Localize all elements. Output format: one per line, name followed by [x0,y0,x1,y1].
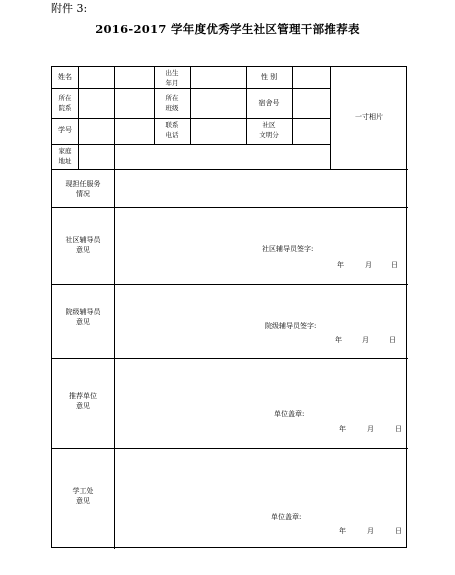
birth-label: 出生 年月 [165,69,179,87]
student-affairs-date-month: 月 [367,527,374,535]
counselor-date-day: 日 [391,261,398,269]
college-label: 所在 院系 [58,94,72,112]
unit-date-year: 年 [339,425,346,433]
name-label: 姓名 [58,73,72,81]
college-counselor-opinion-label: 院级辅导员 意见 [65,308,101,326]
student-affairs-opinion-label: 学工处 意见 [72,487,94,505]
form-title: 2016-2017 学年度优秀学生社区管理干部推荐表 [95,22,360,36]
college-counselor-signature-label: 院级辅导员签字: [265,322,317,330]
college-counselor-date-year: 年 [335,336,342,344]
student-affairs-date-day: 日 [395,527,402,535]
unit-seal-label: 单位盖章: [274,410,305,418]
college-counselor-date-month: 月 [362,336,369,344]
recommendation-form-table [51,66,407,548]
unit-date-month: 月 [367,425,374,433]
counselor-date-year: 年 [337,261,344,269]
attachment-label: 附件 3: [51,2,88,15]
address-label: 家庭 地址 [58,147,72,165]
photo-placeholder: 一寸相片 [355,113,383,121]
unit-date-day: 日 [395,425,402,433]
dorm-label: 宿舍号 [258,99,280,107]
counselor-signature-label: 社区辅导员签字: [262,245,314,253]
unit-opinion-label: 推荐单位 意见 [69,392,97,410]
phone-label: 联系 电话 [165,121,179,139]
service-label: 现担任服务 情况 [65,180,101,198]
student-id-label: 学号 [58,126,72,134]
gender-label: 性 别 [260,73,278,81]
community-score-label: 社区 文明分 [259,121,279,139]
college-counselor-date-day: 日 [389,336,396,344]
class-label: 所在 班级 [165,94,179,112]
counselor-opinion-label: 社区辅导员 意见 [65,236,101,254]
student-affairs-seal-label: 单位盖章: [271,513,302,521]
counselor-date-month: 月 [365,261,372,269]
student-affairs-date-year: 年 [339,527,346,535]
